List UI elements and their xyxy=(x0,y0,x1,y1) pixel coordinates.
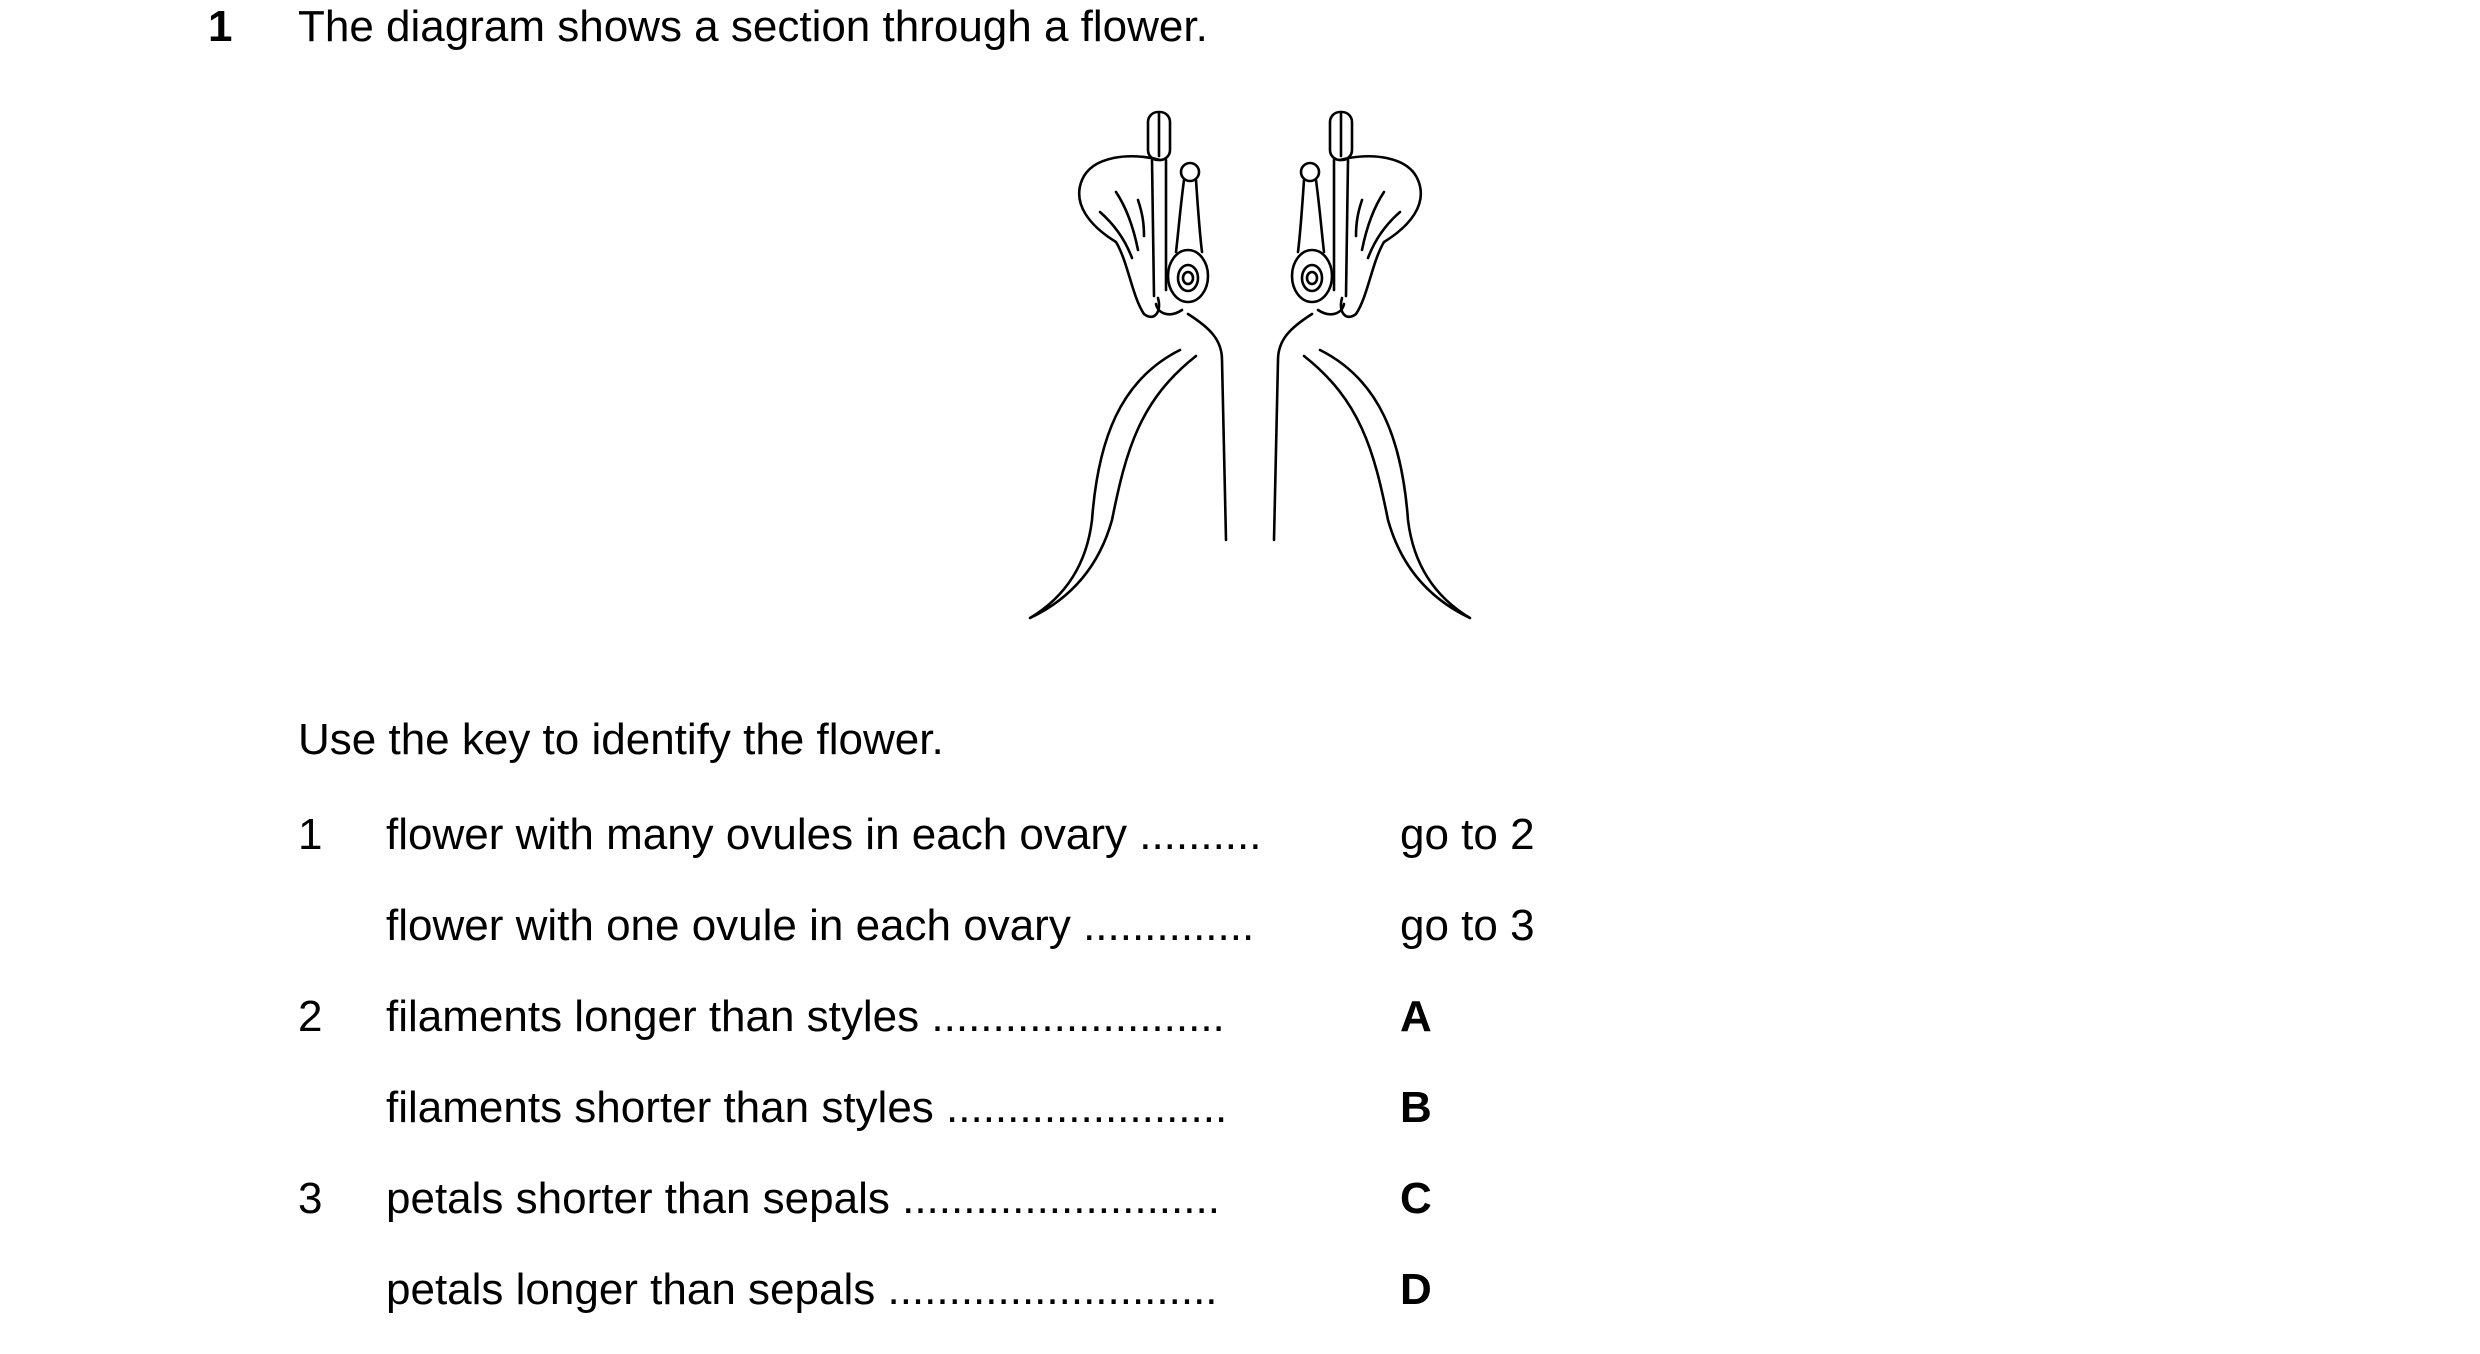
right-petal xyxy=(1340,156,1421,317)
key-result: C xyxy=(1400,1174,1432,1223)
stalk-left xyxy=(1188,314,1226,540)
key-result: go to 3 xyxy=(1400,901,1535,950)
stalk-right xyxy=(1274,314,1312,540)
key-description: flower with one ovule in each ovary .............. xyxy=(386,901,1255,950)
right-sepal xyxy=(1304,350,1470,618)
left-ovary xyxy=(1168,250,1208,302)
right-style xyxy=(1298,180,1324,252)
left-stigma xyxy=(1181,163,1199,181)
key-description: filaments shorter than styles ....................... xyxy=(386,1083,1228,1132)
key-result: D xyxy=(1400,1265,1432,1314)
left-sepal xyxy=(1030,350,1196,618)
left-ovule xyxy=(1178,265,1198,291)
key-description: flower with many ovules in each ovary .......... xyxy=(386,810,1262,859)
left-petal-vein-3 xyxy=(1138,200,1144,236)
right-filament xyxy=(1334,160,1348,296)
key-description: petals shorter than sepals .......................... xyxy=(386,1174,1220,1223)
key-result: go to 2 xyxy=(1400,810,1535,859)
key-result: B xyxy=(1400,1083,1432,1132)
key-step-number: 1 xyxy=(298,810,323,859)
left-style xyxy=(1176,180,1202,252)
flower-section-diagram xyxy=(1020,100,1480,670)
right-stigma xyxy=(1301,163,1319,181)
key-description: petals longer than sepals ........................... xyxy=(386,1265,1218,1314)
question-text: The diagram shows a section through a flower. xyxy=(298,2,1208,51)
instruction-text: Use the key to identify the flower. xyxy=(298,715,944,764)
key-result: A xyxy=(1400,992,1432,1041)
right-petal-vein-2 xyxy=(1362,192,1384,250)
left-filament xyxy=(1152,160,1166,296)
left-petal-vein-2 xyxy=(1116,192,1138,250)
right-ovule xyxy=(1302,265,1322,291)
key-step-number: 2 xyxy=(298,992,323,1041)
right-ovary xyxy=(1292,250,1332,302)
key-description: filaments longer than styles ........................ xyxy=(386,992,1225,1041)
right-petal-vein-3 xyxy=(1356,200,1362,236)
left-petal xyxy=(1079,156,1160,317)
question-number: 1 xyxy=(208,2,233,51)
key-step-number: 3 xyxy=(298,1174,323,1223)
